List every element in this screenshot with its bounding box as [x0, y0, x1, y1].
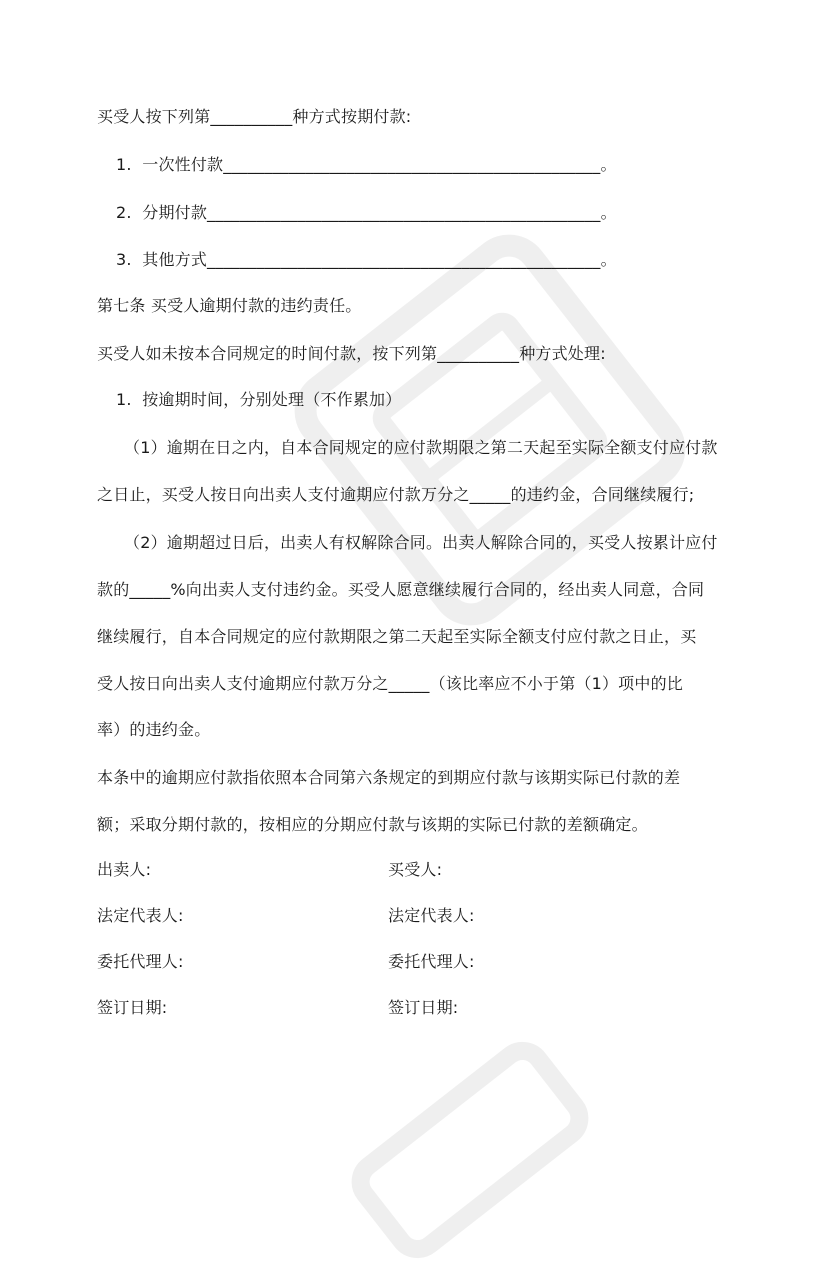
payment-option-1: 1. 一次性付款______________________________________________。 — [116, 155, 617, 174]
buyer-date-label: 签订日期: — [388, 998, 459, 1017]
clause-1-line-2: 之日止，买受人按日向出卖人支付逾期应付款万分之_____的违约金，合同继续履行; — [97, 485, 695, 504]
buyer-legal-rep-label: 法定代表人: — [388, 906, 475, 925]
buyer-agent-label: 委托代理人: — [388, 952, 475, 971]
note-line-1: 本条中的逾期应付款指依照本合同第六条规定的到期应付款与该期实际已付款的差 — [97, 768, 681, 787]
clause-2-line-5: 率）的违约金。 — [97, 720, 211, 739]
watermark-fragment — [338, 1029, 601, 1271]
late-payment-paragraph: 买受人如未按本合同规定的时间付款，按下列第__________种方式处理: — [97, 344, 606, 363]
clause-2-line-2: 款的_____%向出卖人支付违约金。买受人愿意继续履行合同的，经出卖人同意，合同 — [97, 580, 705, 599]
article-7-title: 第七条 买受人逾期付款的违约责任。 — [97, 296, 362, 315]
late-payment-option-1: 1. 按逾期时间，分别处理（不作累加） — [116, 390, 402, 409]
seller-agent-label: 委托代理人: — [97, 952, 184, 971]
seller-date-label: 签订日期: — [97, 998, 168, 1017]
clause-2-line-4: 受人按日向出卖人支付逾期应付款万分之_____（该比率应不小于第（1）项中的比 — [97, 674, 683, 693]
payment-method-paragraph: 买受人按下列第__________种方式按期付款: — [97, 107, 412, 126]
seller-label: 出卖人: — [97, 860, 152, 879]
clause-1-line-1: （1）逾期在日之内，自本合同规定的应付款期限之第二天起至实际全额支付应付款 — [124, 438, 718, 457]
buyer-label: 买受人: — [388, 860, 443, 879]
clause-2-line-3: 继续履行，自本合同规定的应付款期限之第二天起至实际全额支付应付款之日止，买 — [97, 627, 697, 646]
clause-2-line-1: （2）逾期超过日后，出卖人有权解除合同。出卖人解除合同的，买受人按累计应付 — [124, 533, 718, 552]
payment-option-3: 3. 其他方式________________________________________________。 — [116, 250, 617, 269]
note-line-2: 额；采取分期付款的，按相应的分期应付款与该期的实际已付款的差额确定。 — [97, 815, 648, 834]
seller-legal-rep-label: 法定代表人: — [97, 906, 184, 925]
payment-option-2: 2. 分期付款________________________________________________。 — [116, 203, 617, 222]
